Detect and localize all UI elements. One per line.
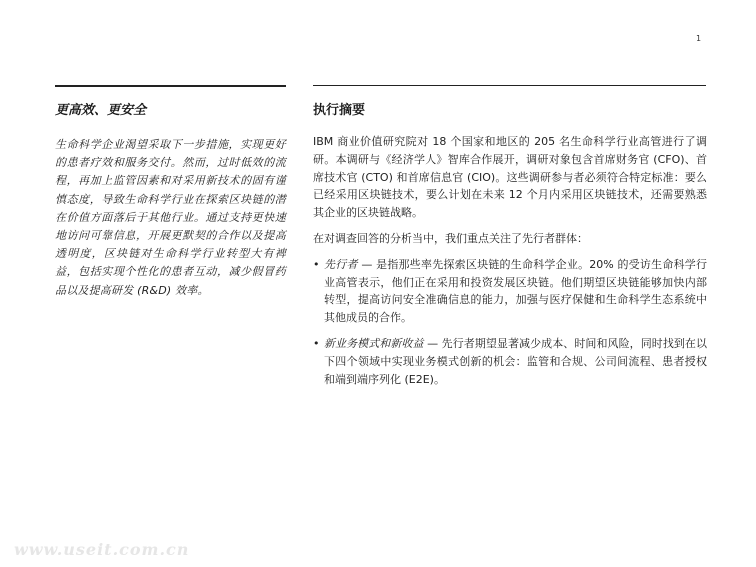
bullet-icon: • [313, 336, 320, 350]
executive-summary-title: 执行摘要 [313, 103, 366, 118]
page-number: 1 [696, 34, 702, 43]
finding-item-first-movers [313, 256, 707, 327]
executive-summary-body [313, 133, 707, 396]
main-top-rule [313, 85, 706, 86]
finding-item-new-business-models [313, 335, 707, 388]
finding-text: — 先行者期望显著减少成本、时间和风险，同时找到在以下四个领域中实现业务模式创新的机会：监管和合规、公司间流程、患者授权和端到端序列化 (E2E)。 [324, 336, 707, 386]
finding-lead: 先行者 [324, 257, 358, 271]
finding-text: — 是指那些率先探索区块链的生命科学企业。20% 的受访生命科学行业高管表示，他们正在采用和投资发展区块链。他们期望区块链能够加快内部转型，提高访问安全准确信息的能力，加强与医疗保健和生命科学生态系统中其他成员的合作。 [324, 257, 708, 325]
sidebar-body: 生命科学企业渴望采取下一步措施，实现更好的患者疗效和服务交付。然而，过时低效的流程，再加上监管因素和对采用新技术的固有谨慎态度，导致生命科学行业在探索区块链的潜在价值方面落后于其他行业。通过支持更快速地访问可靠信息，开展更默契的合作以及提高透明度，区块链对生命科学行业转型大有裨益，包括实现个性化的患者互动，减少假冒药品以及提高研发 (R&D) 效率。 [55, 138, 286, 297]
summary-paragraph-2: 在对调查回答的分析当中，我们重点关注了先行者群体： [313, 231, 588, 245]
bullet-icon: • [313, 257, 320, 271]
sidebar-title: 更高效、更安全 [55, 103, 147, 118]
watermark: www.useit.com.cn [14, 540, 190, 559]
finding-lead: 新业务模式和新收益 [324, 336, 424, 350]
summary-paragraph-1: IBM 商业价值研究院对 18 个国家和地区的 205 名生命科学行业高管进行了调研。本调研与《经济学人》智库合作展开，调研对象包含首席财务官 (CFO)、首席技术官 (CTO) 和首席信息官 (CIO)。这些调研参与者必须符合特定标准：要么已经采用区块链技术，要么计划在未来 12 个月内采用区块链技术，还需要熟悉其企业的区块链战略。 [313, 135, 707, 220]
findings-list [313, 256, 707, 389]
sidebar-top-rule [55, 85, 286, 87]
